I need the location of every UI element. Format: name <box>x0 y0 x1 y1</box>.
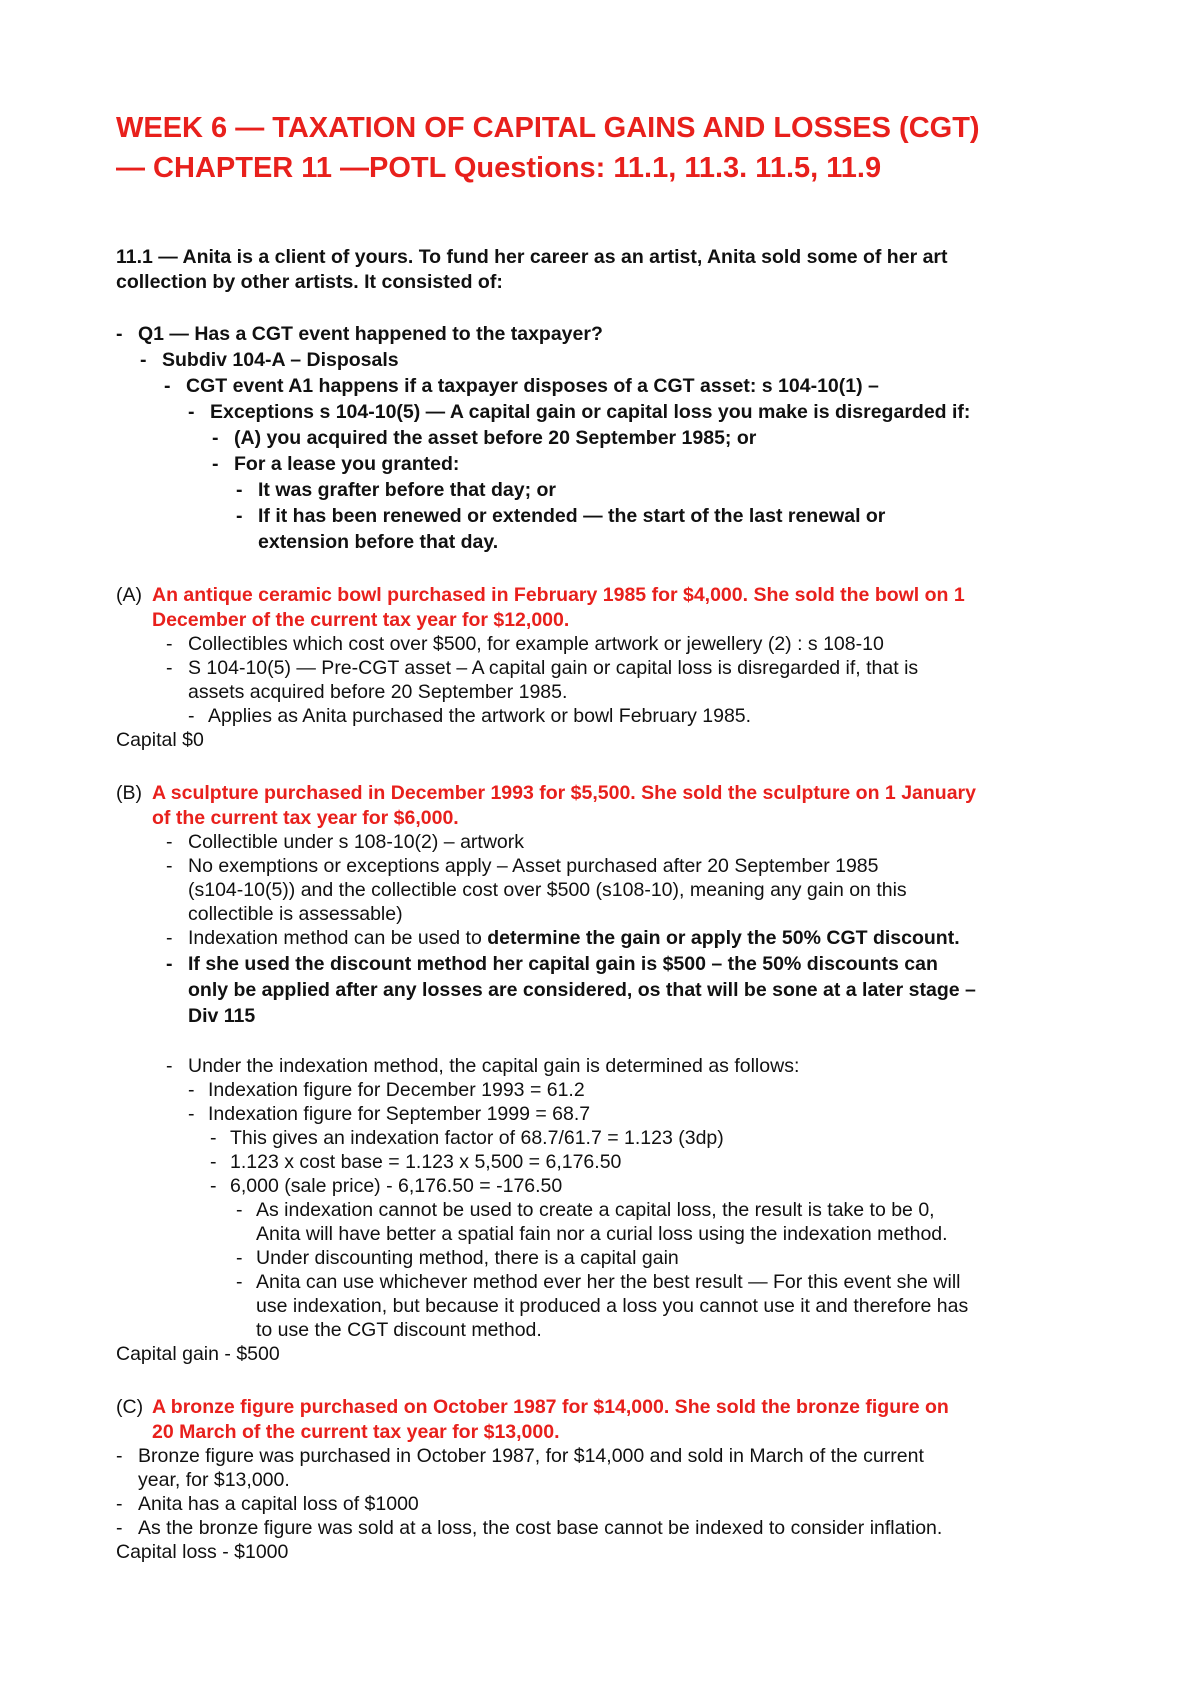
part-b-point-4-cont-1: only be applied after any losses are considered, os that will be sone at a later stage – <box>188 979 976 1001</box>
outline-renewed-text: If it has been renewed or extended — the start of the last renewal or <box>258 505 886 527</box>
bullet-dash: - <box>116 323 123 345</box>
bullet-dash: - <box>236 1271 243 1293</box>
part-b-point-3-text: Indexation method can be used to <box>188 927 488 949</box>
bullet-dash: - <box>210 1127 217 1149</box>
outline-lease <box>212 452 459 476</box>
outline-subdiv <box>140 348 399 372</box>
part-a-point-2-cont: assets acquired before 20 September 1985. <box>188 681 568 703</box>
part-b-point-2-cont-2: collectible is assessable) <box>188 903 403 925</box>
part-a-heading-cont: December of the current tax year for $12,000. <box>152 609 570 631</box>
part-b-heading <box>116 781 976 805</box>
bullet-dash: - <box>188 401 195 423</box>
part-a-label: (A) <box>116 584 142 606</box>
part-b-point-10 <box>210 1174 562 1198</box>
part-b-point-5 <box>166 1054 799 1078</box>
part-b-point-10-text: 6,000 (sale price) - 6,176.50 = -176.50 <box>230 1175 563 1197</box>
part-b-point-2 <box>166 854 879 878</box>
bullet-dash: - <box>210 1175 217 1197</box>
part-b-point-4 <box>166 952 938 976</box>
part-a-point-1 <box>166 632 884 656</box>
bullet-dash: - <box>212 453 219 475</box>
part-b-point-7-text: Indexation figure for September 1999 = 68.7 <box>208 1103 591 1125</box>
part-b-point-1 <box>166 830 524 854</box>
intro-line-2: collection by other artists. It consisted of: <box>116 271 503 293</box>
part-b-point-4-text: If she used the discount method her capital gain is $500 – the 50% discounts can <box>188 953 938 975</box>
outline-acquired-before <box>212 426 756 450</box>
outline-renewed-cont: extension before that day. <box>258 531 499 553</box>
bullet-dash: - <box>166 855 173 877</box>
part-b-label: (B) <box>116 782 142 804</box>
bullet-dash: - <box>166 831 173 853</box>
bullet-dash: - <box>166 927 173 949</box>
part-c-point-3-text: As the bronze figure was sold at a loss, the cost base cannot be indexed to consider inflation. <box>138 1517 943 1539</box>
page-title <box>116 108 1116 188</box>
bullet-dash: - <box>140 349 147 371</box>
part-c-point-1-cont: year, for $13,000. <box>138 1469 290 1491</box>
part-c-result: Capital loss - $1000 <box>116 1541 289 1563</box>
part-a-result: Capital $0 <box>116 729 204 751</box>
part-c-point-2 <box>116 1492 419 1516</box>
bullet-dash: - <box>116 1445 123 1467</box>
outline-acquired-before-text: (A) you acquired the asset before 20 September 1985; or <box>234 427 757 449</box>
part-b-heading-text: A sculpture purchased in December 1993 for $5,500. She sold the sculpture on 1 January <box>152 782 976 804</box>
part-b-point-1-text: Collectible under s 108-10(2) – artwork <box>188 831 524 853</box>
part-c-point-1 <box>116 1444 924 1468</box>
part-b-point-13-cont-2: to use the CGT discount method. <box>256 1319 542 1341</box>
part-a-heading-text: An antique ceramic bowl purchased in February 1985 for $4,000. She sold the bowl on 1 <box>152 584 965 606</box>
part-b-point-5-text: Under the indexation method, the capital gain is determined as follows: <box>188 1055 800 1077</box>
outline-subdiv-text: Subdiv 104-A – Disposals <box>162 349 399 371</box>
part-c-point-3 <box>116 1516 942 1540</box>
part-b-result: Capital gain - $500 <box>116 1343 280 1365</box>
bullet-dash: - <box>188 1103 195 1125</box>
outline-exceptions-text: Exceptions s 104-10(5) — A capital gain or capital loss you make is disregarded if: <box>210 401 971 423</box>
part-a-point-3-text: Applies as Anita purchased the artwork or bowl February 1985. <box>208 705 752 727</box>
part-b-point-3-bold: determine the gain or apply the 50% CGT discount. <box>487 927 960 949</box>
part-b-heading-cont: of the current tax year for $6,000. <box>152 807 459 829</box>
part-b-point-11-cont: Anita will have better a spatial fain nor a curial loss using the indexation method. <box>256 1223 948 1245</box>
bullet-dash: - <box>166 657 173 679</box>
bullet-dash: - <box>236 1199 243 1221</box>
part-b-point-13-text: Anita can use whichever method ever her the best result — For this event she will <box>256 1271 961 1293</box>
part-b-point-9 <box>210 1150 621 1174</box>
bullet-dash: - <box>166 1055 173 1077</box>
part-b-point-3 <box>166 926 960 950</box>
part-b-point-13-cont-1: use indexation, but because it produced a loss you cannot use it and therefore has <box>256 1295 969 1317</box>
bullet-dash: - <box>210 1151 217 1173</box>
part-c-point-2-text: Anita has a capital loss of $1000 <box>138 1493 419 1515</box>
outline-event-a1-text: CGT event A1 happens if a taxpayer disposes of a CGT asset: s 104-10(1) – <box>186 375 879 397</box>
outline-lease-text: For a lease you granted: <box>234 453 460 475</box>
part-b-point-7 <box>188 1102 590 1126</box>
outline-q1 <box>116 322 603 346</box>
bullet-dash: - <box>212 427 219 449</box>
bullet-dash: - <box>166 633 173 655</box>
part-b-point-9-text: 1.123 x cost base = 1.123 x 5,500 = 6,176.50 <box>230 1151 622 1173</box>
part-a-point-1-text: Collectibles which cost over $500, for example artwork or jewellery (2) : s 108-10 <box>188 633 884 655</box>
title-line-2: — CHAPTER 11 —POTL Questions: 11.1, 11.3. 11.5, 11.9 <box>116 152 882 184</box>
part-b-point-8 <box>210 1126 724 1150</box>
part-c-heading-cont: 20 March of the current tax year for $13,000. <box>152 1421 560 1443</box>
bullet-dash: - <box>236 1247 243 1269</box>
bullet-dash: - <box>236 479 243 501</box>
part-c-point-1-text: Bronze figure was purchased in October 1987, for $14,000 and sold in March of the current <box>138 1445 924 1467</box>
part-a-heading <box>116 583 965 607</box>
part-b-point-11 <box>236 1198 935 1222</box>
bullet-dash: - <box>166 953 173 975</box>
part-b-point-12-text: Under discounting method, there is a capital gain <box>256 1247 679 1269</box>
outline-exceptions <box>188 400 970 424</box>
part-b-point-12 <box>236 1246 679 1270</box>
part-b-point-6 <box>188 1078 585 1102</box>
part-b-point-2-text: No exemptions or exceptions apply – Asset purchased after 20 September 1985 <box>188 855 879 877</box>
part-c-label: (C) <box>116 1396 144 1418</box>
outline-renewed <box>236 504 885 528</box>
bullet-dash: - <box>236 505 243 527</box>
part-b-point-4-cont-2: Div 115 <box>188 1005 256 1027</box>
part-b-point-2-cont-1: (s104-10(5)) and the collectible cost over $500 (s108-10), meaning any gain on this <box>188 879 907 901</box>
part-a-point-3 <box>188 704 751 728</box>
part-a-point-2-text: S 104-10(5) — Pre-CGT asset – A capital gain or capital loss is disregarded if, that is <box>188 657 919 679</box>
title-line-1: WEEK 6 — TAXATION OF CAPITAL GAINS AND LOSSES (CGT) <box>116 112 980 144</box>
part-b-point-11-text: As indexation cannot be used to create a capital loss, the result is take to be 0, <box>256 1199 935 1221</box>
outline-granted-text: It was grafter before that day; or <box>258 479 556 501</box>
part-c-heading <box>116 1395 949 1419</box>
bullet-dash: - <box>116 1517 123 1539</box>
part-b-point-6-text: Indexation figure for December 1993 = 61.2 <box>208 1079 585 1101</box>
outline-q1-text: Q1 — Has a CGT event happened to the taxpayer? <box>138 323 603 345</box>
part-a-point-2 <box>166 656 918 680</box>
outline-granted <box>236 478 556 502</box>
bullet-dash: - <box>188 1079 195 1101</box>
outline-event-a1 <box>164 374 879 398</box>
part-b-point-8-text: This gives an indexation factor of 68.7/61.7 = 1.123 (3dp) <box>230 1127 724 1149</box>
intro-line-1: 11.1 — Anita is a client of yours. To fund her career as an artist, Anita sold some of her art <box>116 246 948 268</box>
part-c-heading-text: A bronze figure purchased on October 1987 for $14,000. She sold the bronze figure on <box>152 1396 949 1418</box>
bullet-dash: - <box>188 705 195 727</box>
bullet-dash: - <box>116 1493 123 1515</box>
bullet-dash: - <box>164 375 171 397</box>
part-b-point-13 <box>236 1270 961 1294</box>
